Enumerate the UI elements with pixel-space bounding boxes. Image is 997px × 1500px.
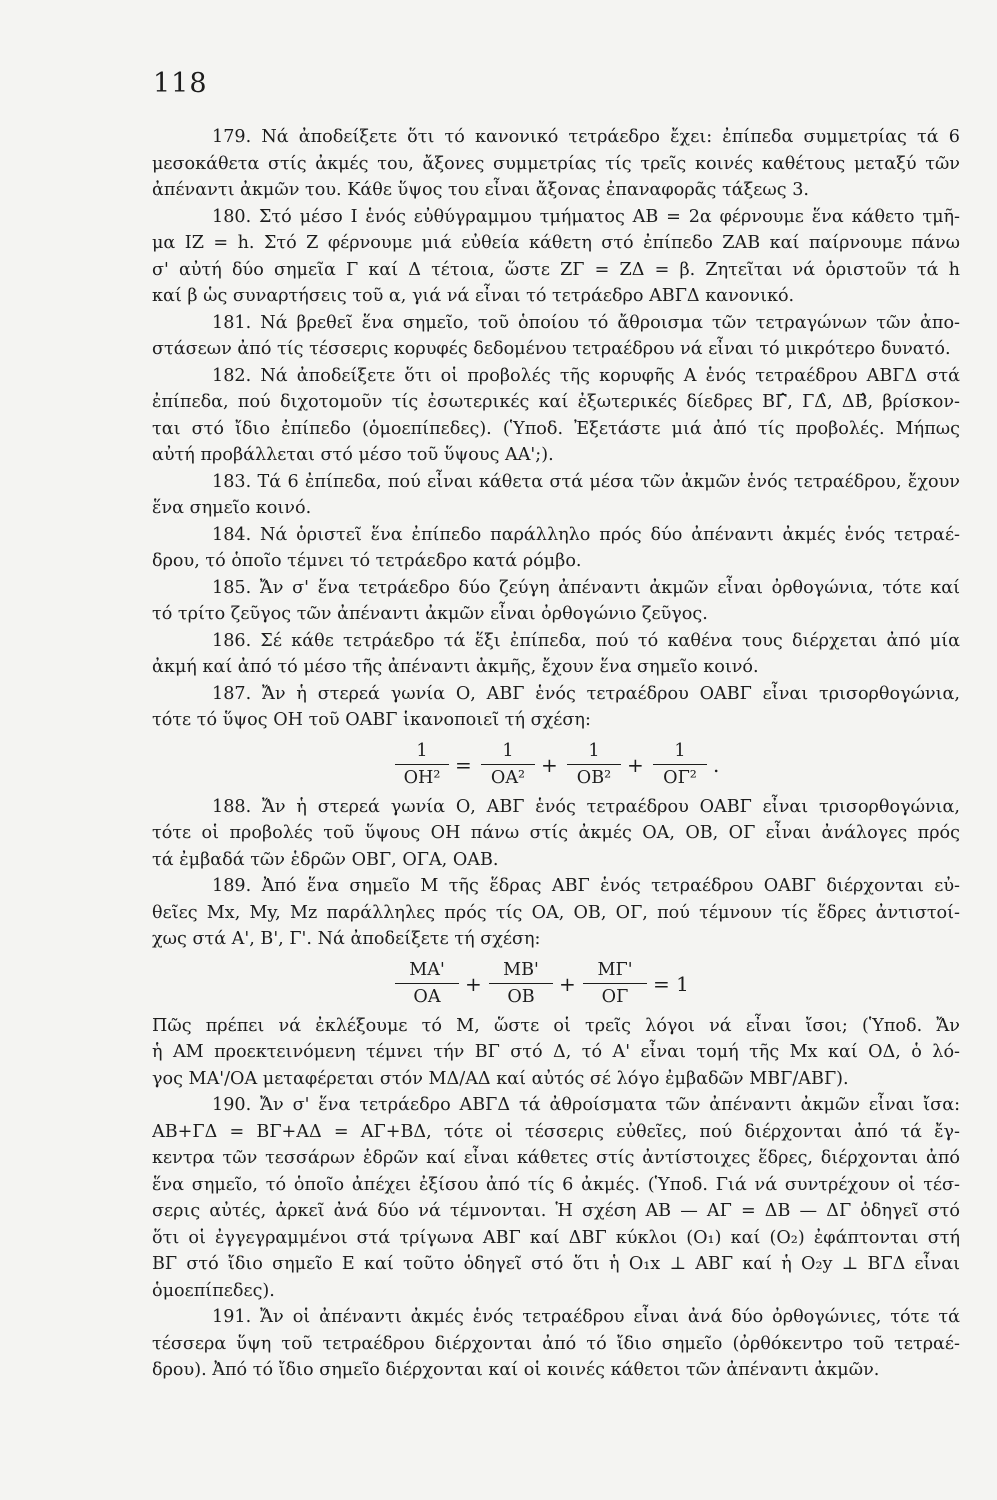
text-line: 179. Νά ἀποδείξετε ὅτι τό κανονικό τετράεδρο ἔχει: ἐπίπεδα συμμετρίας τά 6 — [212, 127, 960, 147]
formula-operator: . — [713, 752, 720, 777]
fraction-numerator: 1 — [481, 740, 535, 765]
text-line: δρου, τό ὁποῖο τέμνει τό τετράεδρο κατά ρόμβο. — [152, 551, 582, 571]
text-line: 185. Ἄν σ' ἕνα τετράεδρο δύο ζεύγη ἀπέναντι ἀκμῶν εἶναι ὀρθογώνια, τότε καί — [212, 577, 960, 598]
text-line: τά ἐμβαδά τῶν ἑδρῶν ΟΒΓ, ΟΓΑ, ΟΑΒ. — [152, 849, 499, 870]
text-line: 190. Ἄν σ' ἕνα τετράεδρο ΑΒΓΔ τά ἀθροίσματα τῶν ἀπέναντι ἀκμῶν εἶναι ἴσα: — [212, 1095, 960, 1115]
fraction-numerator: 1 — [395, 740, 449, 765]
fraction-numerator: ΜΒ' — [489, 959, 553, 984]
text-line: κεντρα τῶν τεσσάρων ἑδρῶν καί εἶναι κάθετες στίς ἀντίστοιχες ἕδρες, διέρχονται ἀπό — [152, 1148, 960, 1168]
page-number: 118 — [153, 68, 208, 99]
fraction — [395, 959, 459, 1008]
text-line: αὐτή προβάλλεται στό μέσο τοῦ ὕψους ΑΑ';). — [152, 445, 554, 465]
text-line: σερις αὐτές, ἀρκεῖ ἀνά δύο νά τέμνονται. Ἡ σχέση ΑΒ — ΑΓ = ΔΒ — ΔΓ ὁδηγεῖ στό — [152, 1201, 960, 1221]
text-line: 181. Νά βρεθεῖ ἕνα σημεῖο, τοῦ ὁποίου τό ἄθροισμα τῶν τετραγώνων τῶν ἀπο- — [212, 312, 960, 333]
exercises-188-189 — [152, 794, 960, 953]
exercises-179-187 — [152, 124, 960, 734]
text-line: 186. Σέ κάθε τετράεδρο τά ἕξι ἐπίπεδα, πού τό καθένα τους διέρχεται ἀπό μία — [212, 630, 960, 651]
text-line: τό τρίτο ζεῦγος τῶν ἀπέναντι ἀκμῶν εἶναι ὀρθογώνιο ζεῦγος. — [152, 604, 708, 624]
text-line: 188. Ἄν ἡ στερεά γωνία Ο, ΑΒΓ ἑνός τετραέδρου ΟΑΒΓ εἶναι τρισορθογώνια, — [212, 796, 960, 817]
text-line: στάσεων ἀπό τίς τέσσερις κορυφές δεδομένου τετραέδρου νά εἶναι τό μικρότερο δυνατό. — [152, 339, 951, 359]
text-line: τότε τό ὕψος ΟΗ τοῦ ΟΑΒΓ ἱκανοποιεῖ τή σχέση: — [152, 710, 591, 730]
text-line: τέσσερα ὕψη τοῦ τετραέδρου διέρχονται ἀπό τό ἴδιο σημεῖο (ὀρθόκεντρο τοῦ τετραέ- — [152, 1333, 960, 1354]
fraction-denominator: ΟΒ — [507, 986, 535, 1007]
text-line: χως στά Α', Β', Γ'. Νά ἀποδείξετε τή σχέση: — [152, 929, 541, 949]
fraction-denominator: ΟΑ — [413, 986, 441, 1007]
fraction-numerator: 1 — [653, 740, 707, 765]
text-line: 187. Ἄν ἡ στερεά γωνία Ο, ΑΒΓ ἑνός τετραέδρου ΟΑΒΓ εἶναι τρισορθογώνια, — [212, 683, 960, 704]
exercise-text — [152, 124, 960, 1384]
text-line: καί β ὡς συναρτήσεις τοῦ α, γιά νά εἶναι τό τετράεδρο ΑΒΓΔ κανονικό. — [152, 286, 795, 306]
fraction-numerator: ΜΓ' — [583, 959, 647, 984]
text-line: ΑΒ+ΓΔ = ΒΓ+ΑΔ = ΑΓ+ΒΔ, τότε οἱ τέσσερις εὐθεῖες, πού διέρχονται ἀπό τά ἔγ- — [152, 1121, 960, 1142]
text-line: Πῶς πρέπει νά ἐκλέξουμε τό Μ, ὥστε οἱ τρεῖς λόγοι νά εἶναι ἴσοι; (Ὑποδ. Ἄν — [152, 1015, 960, 1036]
formula-operator: + — [465, 971, 482, 996]
fraction-denominator: ΟΓ — [601, 986, 629, 1007]
fraction-denominator: ΟΒ² — [576, 767, 612, 788]
fraction — [567, 740, 621, 789]
fraction — [395, 740, 449, 789]
text-line: σ' αὐτή δύο σημεῖα Γ καί Δ τέτοια, ὥστε ΖΓ = ΖΔ = β. Ζητεῖται νά ὁριστοῦν τά h — [152, 259, 960, 280]
text-line: 189. Ἀπό ἕνα σημεῖο Μ τῆς ἕδρας ΑΒΓ ἑνός τετραέδρου ΟΑΒΓ διέρχονται εὐ- — [212, 876, 960, 896]
text-line: γος ΜΑ'/ΟΑ μεταφέρεται στόν ΜΔ/ΑΔ καί αὐτός σέ λόγο ἐμβαδῶν ΜΒΓ/ΑΒΓ). — [152, 1068, 849, 1089]
text-line: ἡ ΑΜ προεκτεινόμενη τέμνει τήν ΒΓ στό Δ, τό Α' εἶναι τομή τῆς Μx καί ΟΔ, ὁ λό- — [152, 1042, 960, 1062]
formula-189 — [152, 953, 960, 1013]
formula-operator: + — [541, 752, 558, 777]
text-line: μεσοκάθετα στίς ἀκμές του, ἄξονες συμμετρίας τίς τρεῖς κοινές καθέτους μεταξύ τῶν — [152, 153, 960, 174]
formula-187 — [152, 734, 960, 794]
text-line: 182. Νά ἀποδείξετε ὅτι οἱ προβολές τῆς κορυφῆς Α ἑνός τετραέδρου ΑΒΓΔ στά — [212, 365, 960, 386]
text-line: ὅτι οἱ ἐγγεγραμμένοι στά τρίγωνα ΑΒΓ καί ΔΒΓ κύκλοι (Ο₁) καί (Ο₂) ἐφάπτονται στή — [152, 1227, 960, 1248]
text-line: ἕνα σημεῖο, τό ὁποῖο ἀπέχει ἐξίσου ἀπό τίς 6 ἀκμές. (Ὑποδ. Γιά νά συντρέχουν οἱ τέσ- — [152, 1174, 960, 1195]
text-line: 191. Ἄν οἱ ἀπέναντι ἀκμές ἑνός τετραέδρου εἶναι ἀνά δύο ὀρθογώνιες, τότε τά — [212, 1307, 960, 1327]
fraction-denominator: ΟΑ² — [490, 767, 526, 788]
fraction — [481, 740, 535, 789]
fraction-denominator: ΟΗ² — [403, 767, 441, 788]
fraction-numerator: 1 — [567, 740, 621, 765]
fraction-numerator: ΜΑ' — [395, 959, 459, 984]
fraction — [489, 959, 553, 1008]
text-line: ΒΓ στό ἴδιο σημεῖο Ε καί τοῦτο ὁδηγεῖ στό ὅτι ἡ Ο₁x ⊥ ΑΒΓ καί ἡ Ο₂y ⊥ ΒΓΔ εἶναι — [152, 1254, 960, 1274]
text-line: ἐπίπεδα, πού διχοτομοῦν τίς ἐσωτερικές καί ἐξωτερικές δίεδρες ΒΓ̂, ΓΔ̂, ΔΒ̂, βρίσκον- — [152, 392, 960, 412]
fraction — [583, 959, 647, 1008]
text-line: μα ΙΖ = h. Στό Ζ φέρνουμε μιά εὐθεία κάθετη στό ἐπίπεδο ΖΑΒ καί παίρνουμε πάνω — [152, 233, 960, 253]
formula-operator: = 1 — [653, 971, 689, 996]
fraction-denominator: ΟΓ² — [663, 767, 697, 788]
formula-operator: + — [627, 752, 644, 777]
exercises-189-191 — [152, 1013, 960, 1384]
text-line: 183. Τά 6 ἐπίπεδα, πού εἶναι κάθετα στά μέσα τῶν ἀκμῶν ἑνός τετραέδρου, ἔχουν — [212, 471, 960, 492]
text-line: δρου). Ἀπό τό ἴδιο σημεῖο διέρχονται καί οἱ κοινές κάθετοι τῶν ἀπέναντι ἀκμῶν. — [152, 1360, 880, 1380]
text-line: ἀπέναντι ἀκμῶν του. Κάθε ὕψος του εἶναι ἄξονας ἐπαναφορᾶς τάξεως 3. — [152, 180, 809, 200]
text-line: τότε οἱ προβολές τοῦ ὕψους ΟΗ πάνω στίς ἀκμές ΟΑ, ΟΒ, ΟΓ εἶναι ἀνάλογες πρός — [152, 823, 960, 843]
text-line: ὁμοεπίπεδες). — [152, 1280, 275, 1301]
formula-operator: + — [559, 971, 576, 996]
text-line: ἀκμή καί ἀπό τό μέσο τῆς ἀπέναντι ἀκμῆς, ἔχουν ἕνα σημεῖο κοινό. — [152, 657, 759, 677]
text-line: 184. Νά ὁριστεῖ ἕνα ἐπίπεδο παράλληλο πρός δύο ἀπέναντι ἀκμές ἑνός τετραέ- — [212, 524, 960, 545]
text-line: ται στό ἴδιο ἐπίπεδο (ὁμοεπίπεδες). (Ὑποδ. Ἐξετάστε μιά ἀπό τίς προβολές. Μήπως — [152, 418, 960, 439]
text-line: θεῖες Μx, My, Mz παράλληλες πρός τίς ΟΑ, ΟΒ, ΟΓ, πού τέμνουν τίς ἕδρες ἀντιστοί- — [152, 902, 960, 923]
fraction — [653, 740, 707, 789]
text-line: 180. Στό μέσο Ι ἑνός εὐθύγραμμου τμήματος ΑΒ = 2α φέρνουμε ἕνα κάθετο τμῆ- — [212, 206, 960, 227]
text-line: ἕνα σημεῖο κοινό. — [152, 498, 312, 518]
formula-operator: = — [455, 752, 472, 777]
